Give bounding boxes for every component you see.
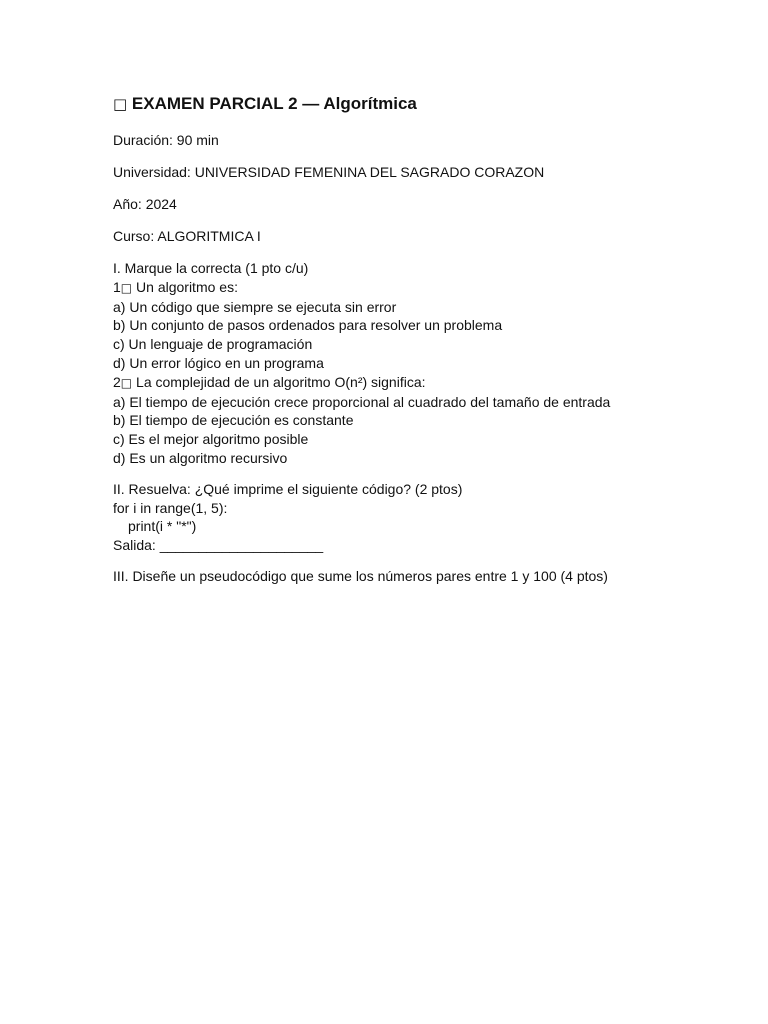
q2-option-b: b) El tiempo de ejecución es constante bbox=[113, 412, 354, 429]
section2-heading: II. Resuelva: ¿Qué imprime el siguiente código? (2 ptos) bbox=[113, 480, 463, 497]
q1-option-b: b) Un conjunto de pasos ordenados para resolver un problema bbox=[113, 317, 503, 334]
question-2 bbox=[113, 373, 733, 393]
university-line: Universidad: UNIVERSIDAD FEMENINA DEL SAGRADO CORAZON bbox=[113, 164, 545, 180]
q2-option-c: c) Es el mejor algoritmo posible bbox=[113, 431, 309, 448]
section-pseudocode bbox=[113, 567, 733, 586]
code-line-2: print(i * "*") bbox=[128, 518, 197, 535]
question-1 bbox=[113, 278, 733, 298]
q1-option-c: c) Un lenguaje de programación bbox=[113, 336, 313, 353]
question-1-box-icon: □ bbox=[120, 280, 133, 295]
course-line: Curso: ALGORITMICA I bbox=[113, 228, 261, 244]
exam-title-text: EXAMEN PARCIAL 2 — Algorítmica bbox=[131, 94, 417, 113]
year-line: Año: 2024 bbox=[113, 196, 177, 212]
exam-title bbox=[113, 90, 733, 118]
q1-option-d: d) Un error lógico en un programa bbox=[113, 354, 324, 371]
section1-heading: I. Marque la correcta (1 pto c/u) bbox=[113, 260, 309, 276]
code-line-1: for i in range(1, 5): bbox=[113, 499, 228, 516]
answer-line: Salida: _____________________ bbox=[113, 537, 324, 554]
checkbox-glyph-icon: □ bbox=[113, 95, 128, 113]
question-2-box-icon: □ bbox=[120, 375, 133, 390]
section-multiple-choice bbox=[113, 259, 733, 468]
section-code bbox=[113, 480, 733, 555]
exam-page bbox=[113, 90, 733, 598]
section3-heading: III. Diseñe un pseudocódigo que sume los números pares entre 1 y 100 (4 ptos) bbox=[113, 567, 608, 584]
question-2-number: 2 bbox=[113, 373, 121, 390]
question-1-text: Un algoritmo es: bbox=[132, 278, 238, 295]
q2-option-d: d) Es un algoritmo recursivo bbox=[113, 449, 288, 466]
q2-option-a: a) El tiempo de ejecución crece proporcional al cuadrado del tamaño de entrada bbox=[113, 393, 611, 410]
question-1-number: 1 bbox=[113, 278, 121, 295]
duration-line: Duración: 90 min bbox=[113, 132, 219, 148]
question-2-text: La complejidad de un algoritmo O(n²) significa: bbox=[132, 373, 426, 390]
q1-option-a: a) Un código que siempre se ejecuta sin error bbox=[113, 298, 397, 315]
